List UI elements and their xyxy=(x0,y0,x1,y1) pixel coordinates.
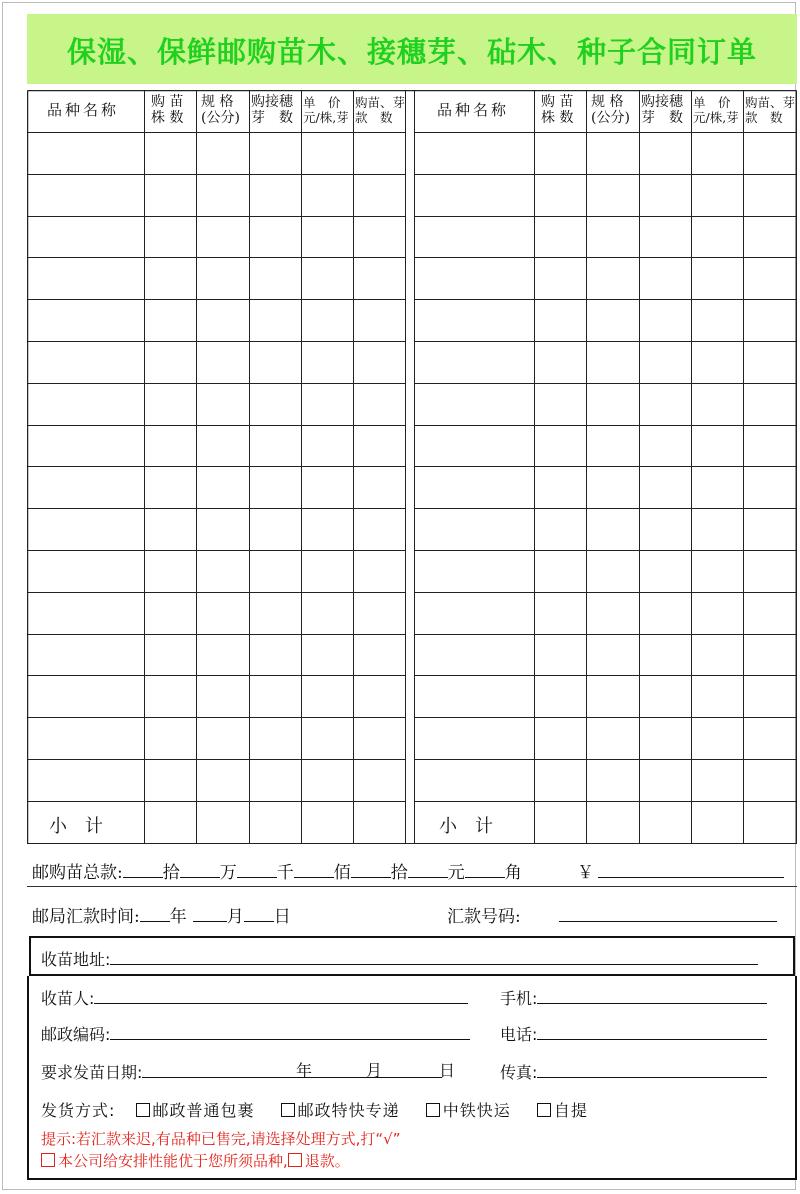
header-spec-left: 规 格 (公分) xyxy=(201,94,240,126)
shipping-label: 发货方式: xyxy=(41,1101,116,1120)
checkbox-icon[interactable] xyxy=(281,1103,295,1117)
yen-amount-field[interactable] xyxy=(598,861,784,878)
shipping-option-pickup[interactable]: 自提 xyxy=(537,1101,588,1120)
receiver-label: 收苗人: xyxy=(41,989,95,1008)
checkbox-icon[interactable] xyxy=(41,1153,55,1167)
header-variety-name-left: 品种名称 xyxy=(47,101,120,119)
total-amount-label: 邮购苗总款: xyxy=(32,863,123,883)
header-spec-right: 规 格 (公分) xyxy=(591,94,630,126)
ship-date-field[interactable] xyxy=(142,1061,442,1078)
remit-number-row xyxy=(447,902,777,927)
checkbox-icon[interactable] xyxy=(136,1103,150,1117)
receiver-box xyxy=(27,976,797,1180)
order-table xyxy=(27,90,797,844)
remit-time-row: 邮局汇款时间: 年 月 日 xyxy=(32,907,291,927)
shipping-option-rail[interactable]: 中铁快运 xyxy=(426,1101,511,1120)
fax-row xyxy=(500,1060,767,1083)
postcode-label: 邮政编码: xyxy=(41,1025,111,1044)
form-title: 保湿、保鲜邮购苗木、接穗芽、砧木、种子合同订单 xyxy=(66,35,757,69)
postcode-field[interactable] xyxy=(110,1023,470,1040)
notice-line-2 xyxy=(41,1150,350,1171)
blank-field[interactable] xyxy=(408,861,448,878)
fax-field[interactable] xyxy=(537,1061,767,1078)
yen-amount xyxy=(577,858,784,883)
shipping-option-express[interactable]: 邮政特快专递 xyxy=(281,1101,400,1120)
shipping-option-post[interactable]: 邮政普通包裹 xyxy=(136,1101,255,1120)
year-field[interactable] xyxy=(140,905,170,922)
checkbox-icon[interactable] xyxy=(426,1103,440,1117)
remit-number-field[interactable] xyxy=(559,905,777,922)
header-unit-price-right: 单 价 元/株,芽 xyxy=(693,95,739,125)
blank-field[interactable] xyxy=(465,861,505,878)
ship-year-label: 年 xyxy=(296,1061,313,1080)
fax-label: 传真: xyxy=(500,1063,538,1082)
ship-day-label: 日 xyxy=(439,1061,456,1080)
title-bar xyxy=(27,14,797,84)
header-scion-count-right: 购接穗 芽 数 xyxy=(641,94,683,126)
header-seedling-count-right: 购 苗 株 数 xyxy=(541,94,574,126)
mobile-field[interactable] xyxy=(537,987,767,1004)
address-label: 收苗地址: xyxy=(41,950,111,969)
phone-field[interactable] xyxy=(537,1023,767,1040)
receiver-field[interactable] xyxy=(94,987,468,1004)
notice-option-substitute: 本公司给安排性能优于您所须品种, xyxy=(58,1152,288,1170)
mobile-label: 手机: xyxy=(500,989,538,1008)
phone-label: 电话: xyxy=(500,1025,538,1044)
checkbox-icon[interactable] xyxy=(537,1103,551,1117)
table-grid xyxy=(27,90,797,844)
blank-field[interactable] xyxy=(237,861,277,878)
remit-number-label: 汇款号码: xyxy=(447,907,521,927)
checkbox-icon[interactable] xyxy=(288,1153,302,1167)
ship-month-label: 月 xyxy=(366,1061,383,1080)
notice-option-refund: 退款。 xyxy=(304,1152,350,1170)
ship-date-label: 要求发苗日期: xyxy=(41,1063,143,1082)
blank-field[interactable] xyxy=(180,861,220,878)
blank-field[interactable] xyxy=(294,861,334,878)
address-field[interactable] xyxy=(110,948,758,965)
subtotal-label-left: 小计 xyxy=(49,816,121,837)
phone-row xyxy=(500,1022,767,1045)
header-unit-price-left: 单 价 元/株,芽 xyxy=(303,95,349,125)
header-amount-right: 购苗、芽 款 数 xyxy=(745,95,796,125)
shipping-row xyxy=(41,1098,588,1121)
receiver-row xyxy=(41,986,468,1009)
divider xyxy=(27,886,797,887)
day-field[interactable] xyxy=(244,905,274,922)
notice-line-1: 提示:若汇款来迟,有品种已售完,请选择处理方式,打“√” xyxy=(41,1130,401,1148)
remit-time-label: 邮局汇款时间: xyxy=(32,907,140,927)
address-row xyxy=(41,947,758,970)
yen-sign: ￥ xyxy=(577,863,594,883)
blank-field[interactable] xyxy=(351,861,391,878)
header-seedling-count-left: 购 苗 株 数 xyxy=(151,94,184,126)
address-box xyxy=(29,936,795,976)
month-field[interactable] xyxy=(193,905,227,922)
blank-field[interactable] xyxy=(123,861,163,878)
postcode-row xyxy=(41,1022,470,1045)
total-amount-row: 邮购苗总款: 拾 万 千 佰 拾 元 角 xyxy=(32,863,522,883)
header-variety-name-right: 品种名称 xyxy=(437,101,510,119)
header-scion-count-left: 购接穗 芽 数 xyxy=(251,94,293,126)
header-amount-left: 购苗、芽 款 数 xyxy=(355,95,406,125)
ship-date-row xyxy=(41,1060,442,1083)
subtotal-label-right: 小计 xyxy=(439,816,511,837)
mobile-row xyxy=(500,986,767,1009)
